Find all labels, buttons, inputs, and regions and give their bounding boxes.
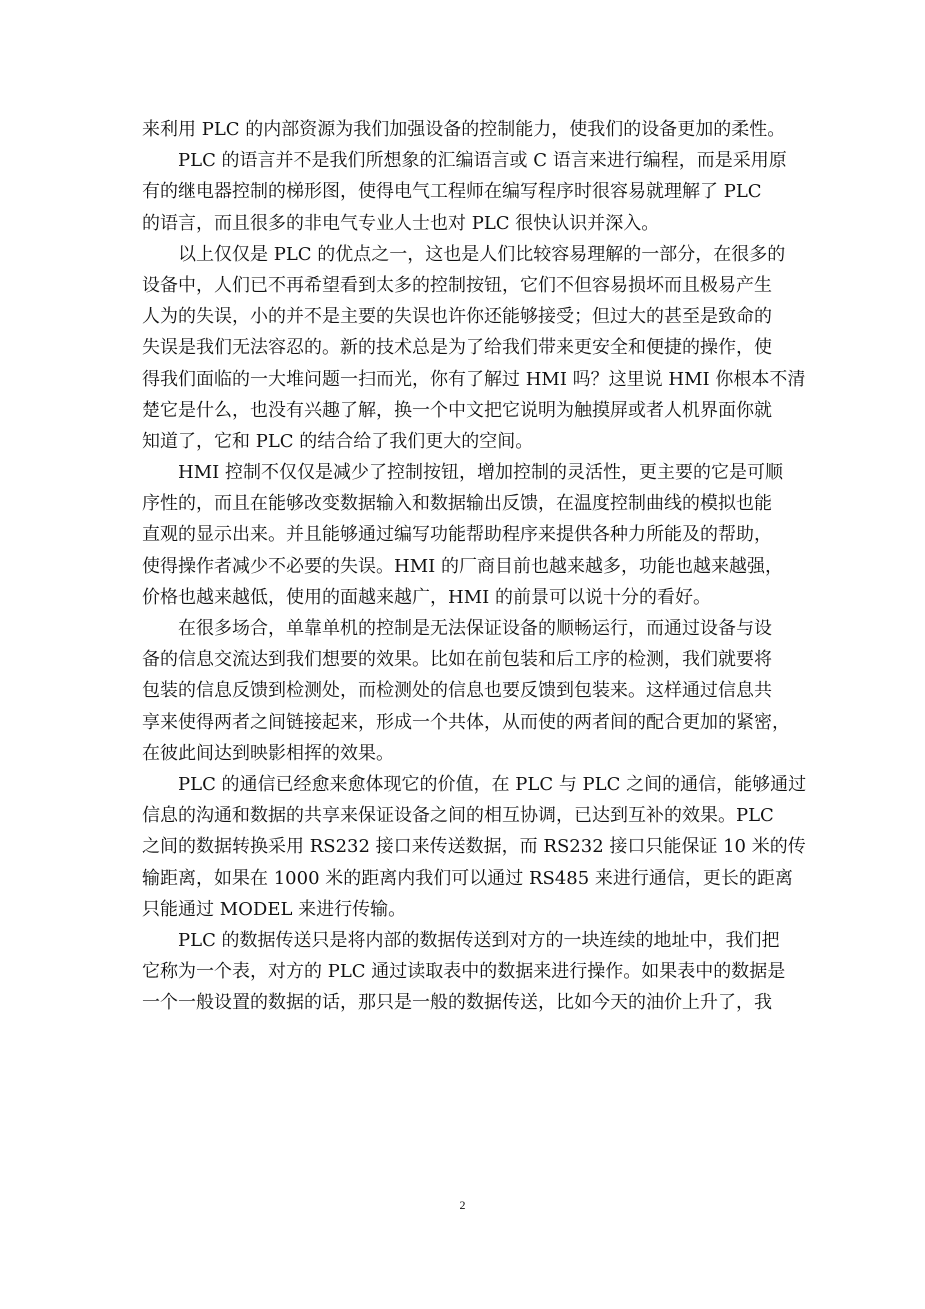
page-number: 2 [459, 1198, 466, 1212]
text-line: 设备中，人们已不再希望看到太多的控制按钮，它们不但容易损坏而且极易产生 [142, 274, 772, 296]
text-line: 使得操作者减少不必要的失误。HMI 的厂商目前也越来越多，功能也越来越强， [142, 555, 783, 577]
text-line: 之间的数据转换采用 RS232 接口来传送数据，而 RS232 接口只能保证 10 米的传 [142, 836, 806, 858]
text-line: 输距离，如果在 1000 米的距离内我们可以通过 RS485 来进行通信，更长的距离 [142, 867, 793, 889]
text-line: 在很多场合，单靠单机的控制是无法保证设备的顺畅运行，而通过设备与设 [142, 618, 772, 639]
text-line: 在彼此间达到映影相挥的效果。 [142, 742, 394, 764]
text-line: 人为的失误，小的并不是主要的失误也许你还能够接受；但过大的甚至是致命的 [142, 306, 772, 328]
document-body [142, 114, 807, 1018]
text-line: 包装的信息反馈到检测处，而检测处的信息也要反馈到包装来。这样通过信息共 [142, 680, 772, 702]
text-line: 信息的沟通和数据的共享来保证设备之间的相互协调，已达到互补的效果。PLC [142, 805, 774, 827]
text-line: 一个一般设置的数据的话，那只是一般的数据传送，比如今天的油价上升了，我 [142, 992, 772, 1014]
text-line: 直观的显示出来。并且能够通过编写功能帮助程序来提供各种力所能及的帮助， [142, 524, 772, 546]
text-line: 有的继电器控制的梯形图，使得电气工程师在编写程序时很容易就理解了 PLC [142, 181, 762, 203]
text-line: 以上仅仅是 PLC 的优点之一，这也是人们比较容易理解的一部分，在很多的 [142, 243, 786, 265]
text-line: 的语言，而且很多的非电气专业人士也对 PLC 很快认识并深入。 [142, 212, 660, 234]
text-line: 只能通过 MODEL 来进行传输。 [142, 898, 407, 920]
text-line: HMI 控制不仅仅是减少了控制按钮，增加控制的灵活性，更主要的它是可顺 [142, 462, 783, 484]
text-line: 知道了，它和 PLC 的结合给了我们更大的空间。 [142, 430, 534, 452]
text-line: 价格也越来越低，使用的面越来越广，HMI 的前景可以说十分的看好。 [142, 586, 711, 608]
text-line: 它称为一个表，对方的 PLC 通过读取表中的数据来进行操作。如果表中的数据是 [142, 961, 786, 983]
text-line: 得我们面临的一大堆问题一扫而光，你有了解过 HMI 吗？这里说 HMI 你根本不清 [142, 368, 806, 390]
text-line: 楚它是什么，也没有兴趣了解，换一个中文把它说明为触摸屏或者人机界面你就 [142, 399, 772, 421]
text-line: 享来使得两者之间链接起来，形成一个共体，从而使的两者间的配合更加的紧密， [142, 711, 790, 733]
text-line: 序性的，而且在能够改变数据输入和数据输出反馈，在温度控制曲线的模拟也能 [142, 493, 772, 515]
text-line: PLC 的通信已经愈来愈体现它的价值，在 PLC 与 PLC 之间的通信，能够通过 [142, 773, 807, 795]
text-line: 来利用 PLC 的内部资源为我们加强设备的控制能力，使我们的设备更加的柔性。 [142, 119, 786, 140]
text-line: 备的信息交流达到我们想要的效果。比如在前包装和后工序的检测，我们就要将 [142, 649, 772, 671]
text-line: PLC 的语言并不是我们所想象的汇编语言或 C 语言来进行编程，而是采用原 [142, 150, 787, 172]
text-line: PLC 的数据传送只是将内部的数据传送到对方的一块连续的地址中，我们把 [142, 929, 780, 951]
text-line: 失误是我们无法容忍的。新的技术总是为了给我们带来更安全和便捷的操作，使 [142, 337, 772, 359]
